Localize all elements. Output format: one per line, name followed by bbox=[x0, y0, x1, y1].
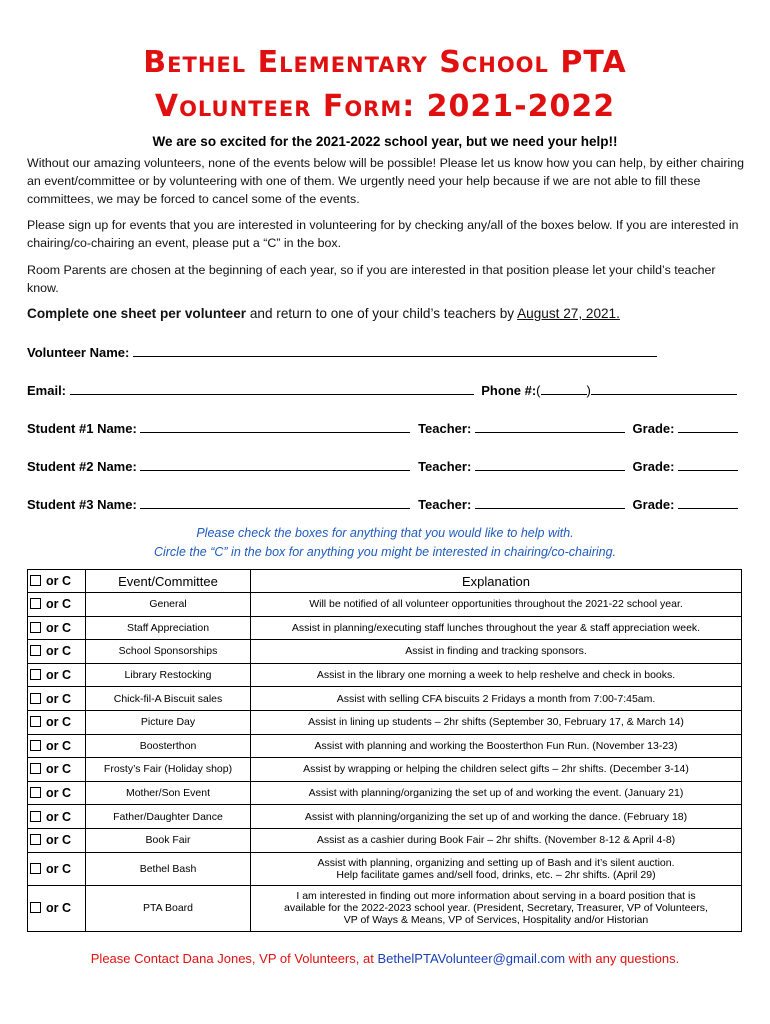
checkbox-icon bbox=[30, 740, 41, 751]
event-name: Bethel Bash bbox=[86, 852, 251, 885]
row-checkbox[interactable] bbox=[28, 885, 86, 931]
explanation-line: available for the 2022-2023 school year. (President, Secretary, Treasurer, VP of Volunteers, bbox=[284, 902, 708, 915]
student-1-row bbox=[27, 420, 738, 436]
teacher-2-label: Teacher: bbox=[418, 459, 472, 474]
table-header-row bbox=[28, 570, 742, 593]
student-1-name-field[interactable] bbox=[140, 420, 410, 433]
table-row bbox=[28, 734, 742, 758]
checkbox-label: or C bbox=[46, 574, 71, 588]
student-1-label: Student #1 Name: bbox=[27, 421, 137, 436]
row-checkbox[interactable] bbox=[28, 852, 86, 885]
checkbox-label: or C bbox=[46, 762, 71, 777]
checkbox-label: or C bbox=[46, 620, 71, 635]
checkbox-icon bbox=[30, 863, 41, 874]
header-event: Event/Committee bbox=[86, 570, 251, 593]
intro-paragraph: Without our amazing volunteers, none of the events below will be possible! Please let us know how you can help, by either chairing an event/committee or by volunteering with one of them. We urgently need your help because if we are not able to fill these committees, we may be forced to cancel some of the events. bbox=[27, 156, 744, 206]
event-name: Book Fair bbox=[86, 828, 251, 852]
checkbox-label: or C bbox=[46, 738, 71, 753]
row-checkbox[interactable] bbox=[28, 758, 86, 782]
explanation-line: I am interested in finding out more information about serving in a board position that is bbox=[296, 890, 696, 903]
email-field[interactable] bbox=[70, 382, 474, 395]
event-explanation: Assist with planning/organizing the set up of and working the dance. (February 18) bbox=[251, 805, 742, 829]
event-name: School Sponsorships bbox=[86, 640, 251, 664]
row-checkbox[interactable] bbox=[28, 805, 86, 829]
grade-2-field[interactable] bbox=[678, 458, 738, 471]
row-checkbox[interactable] bbox=[28, 640, 86, 664]
table-row bbox=[28, 640, 742, 664]
event-explanation bbox=[251, 885, 742, 931]
event-explanation: Assist in planning/executing staff lunches throughout the year & staff appreciation week. bbox=[251, 616, 742, 640]
checkbox-label: or C bbox=[46, 668, 71, 683]
checkbox-icon bbox=[30, 622, 41, 633]
volunteer-name-label: Volunteer Name: bbox=[27, 345, 130, 360]
table-row bbox=[28, 710, 742, 734]
table-row bbox=[28, 593, 742, 617]
row-checkbox[interactable] bbox=[28, 663, 86, 687]
event-explanation: Assist with planning/organizing the set up of and working the event. (January 21) bbox=[251, 781, 742, 805]
email-phone-row bbox=[27, 382, 737, 398]
volunteer-name-field[interactable] bbox=[133, 344, 657, 357]
table-row bbox=[28, 758, 742, 782]
row-checkbox[interactable] bbox=[28, 734, 86, 758]
event-name: Picture Day bbox=[86, 710, 251, 734]
row-checkbox[interactable] bbox=[28, 781, 86, 805]
event-name: Library Restocking bbox=[86, 663, 251, 687]
event-name: Mother/Son Event bbox=[86, 781, 251, 805]
checkbox-icon bbox=[30, 693, 41, 704]
event-name: Staff Appreciation bbox=[86, 616, 251, 640]
student-3-row bbox=[27, 496, 738, 512]
checkbox-icon bbox=[30, 787, 41, 798]
signup-paragraph: Please sign up for events that you are interested in volunteering for by checking any/all of the boxes below. If you are interested in chairing/co-chairing an event, please put a “C” in the box. bbox=[27, 218, 739, 250]
event-name: General bbox=[86, 593, 251, 617]
teacher-1-field[interactable] bbox=[475, 420, 625, 433]
event-name: Boosterthon bbox=[86, 734, 251, 758]
grade-3-field[interactable] bbox=[678, 496, 738, 509]
phone-paren-open: ( bbox=[536, 383, 541, 398]
table-row bbox=[28, 687, 742, 711]
student-2-name-field[interactable] bbox=[140, 458, 410, 471]
student-3-label: Student #3 Name: bbox=[27, 497, 137, 512]
subtitle: We are so excited for the 2021-2022 school year, but we need your help!! bbox=[152, 134, 618, 149]
row-checkbox[interactable] bbox=[28, 687, 86, 711]
checkbox-label: or C bbox=[46, 809, 71, 824]
table-row bbox=[28, 885, 742, 931]
table-row bbox=[28, 781, 742, 805]
grade-1-label: Grade: bbox=[632, 421, 675, 436]
row-checkbox[interactable] bbox=[28, 828, 86, 852]
form-title-line-1: Bethel Elementary School PTA bbox=[143, 45, 627, 80]
volunteer-table bbox=[27, 569, 742, 932]
complete-bold-text: Complete one sheet per volunteer bbox=[27, 306, 247, 321]
grade-1-field[interactable] bbox=[678, 420, 738, 433]
complete-rest-text: and return to one of your child’s teachers by bbox=[246, 306, 518, 321]
checkbox-label: or C bbox=[46, 691, 71, 706]
table-row bbox=[28, 663, 742, 687]
contact-text: Please Contact Dana Jones, VP of Volunteers, at bbox=[90, 951, 378, 966]
student-2-row bbox=[27, 458, 738, 474]
checkbox-icon bbox=[30, 575, 41, 586]
event-explanation: Assist in the library one morning a week to help reshelve and check in books. bbox=[251, 663, 742, 687]
event-explanation: Assist in finding and tracking sponsors. bbox=[251, 640, 742, 664]
phone-field[interactable] bbox=[591, 382, 737, 395]
due-date: August 27, 2021. bbox=[517, 306, 620, 321]
explanation-line: Help facilitate games and/sell food, drinks, etc. – 2hr shifts. (April 29) bbox=[336, 868, 656, 881]
row-checkbox[interactable] bbox=[28, 616, 86, 640]
checkbox-label: or C bbox=[46, 786, 71, 801]
table-row bbox=[28, 805, 742, 829]
event-name: Chick-fil-A Biscuit sales bbox=[86, 687, 251, 711]
teacher-3-field[interactable] bbox=[475, 496, 625, 509]
explanation-line: Assist with planning, organizing and setting up of Bash and it’s silent auction. bbox=[317, 856, 675, 869]
event-explanation: Assist by wrapping or helping the children select gifts – 2hr shifts. (December 3-14) bbox=[251, 758, 742, 782]
grade-2-label: Grade: bbox=[632, 459, 675, 474]
phone-paren-close: ) bbox=[586, 383, 591, 398]
contact-text-end: with any questions. bbox=[565, 951, 680, 966]
event-explanation bbox=[251, 852, 742, 885]
checkbox-label: or C bbox=[46, 644, 71, 659]
checkbox-icon bbox=[30, 834, 41, 845]
contact-email-link[interactable]: BethelPTAVolunteer@gmail.com bbox=[377, 951, 566, 966]
student-3-name-field[interactable] bbox=[140, 496, 410, 509]
table-row bbox=[28, 828, 742, 852]
volunteer-name-row bbox=[27, 344, 657, 360]
row-checkbox[interactable] bbox=[28, 710, 86, 734]
checkbox-label: or C bbox=[46, 901, 71, 916]
checkbox-label: or C bbox=[46, 597, 71, 612]
checkbox-icon bbox=[30, 669, 41, 680]
teacher-1-label: Teacher: bbox=[418, 421, 472, 436]
phone-label: Phone #: bbox=[481, 383, 537, 398]
row-checkbox[interactable] bbox=[28, 593, 86, 617]
teacher-3-label: Teacher: bbox=[418, 497, 472, 512]
chair-instruction: Circle the “C” in the box for anything you might be interested in chairing/co-chairing. bbox=[153, 545, 617, 559]
grade-3-label: Grade: bbox=[632, 497, 675, 512]
event-name: PTA Board bbox=[86, 885, 251, 931]
contact-line bbox=[0, 951, 770, 966]
explanation-line: VP of Ways & Means, VP of Services, Hospitality and/or Historian bbox=[343, 914, 649, 927]
event-explanation: Will be notified of all volunteer opportunities throughout the 2021-22 school year. bbox=[251, 593, 742, 617]
room-parents-paragraph: Room Parents are chosen at the beginning of each year, so if you are interested in that position please let your child’s teacher know. bbox=[27, 263, 716, 295]
table-row bbox=[28, 616, 742, 640]
check-instruction: Please check the boxes for anything that you would like to help with. bbox=[196, 526, 574, 540]
checkbox-icon bbox=[30, 902, 41, 913]
event-name: Father/Daughter Dance bbox=[86, 805, 251, 829]
checkbox-icon bbox=[30, 763, 41, 774]
checkbox-icon bbox=[30, 716, 41, 727]
table-row bbox=[28, 852, 742, 885]
checkbox-icon bbox=[30, 598, 41, 609]
teacher-2-field[interactable] bbox=[475, 458, 625, 471]
event-explanation: Assist as a cashier during Book Fair – 2hr shifts. (November 8-12 & April 4-8) bbox=[251, 828, 742, 852]
return-instructions bbox=[27, 305, 747, 323]
event-explanation: Assist with planning and working the Boosterthon Fun Run. (November 13-23) bbox=[251, 734, 742, 758]
checkbox-icon bbox=[30, 811, 41, 822]
header-explanation: Explanation bbox=[251, 570, 742, 593]
area-code-field[interactable] bbox=[541, 382, 587, 395]
email-label: Email: bbox=[27, 383, 67, 398]
event-explanation: Assist with selling CFA biscuits 2 Fridays a month from 7:00-7:45am. bbox=[251, 687, 742, 711]
event-explanation: Assist in lining up students – 2hr shifts (September 30, February 17, & March 14) bbox=[251, 710, 742, 734]
checkbox-label: or C bbox=[46, 861, 71, 876]
form-title-line-2: Volunteer Form: 2021-2022 bbox=[154, 89, 616, 124]
event-name: Frosty’s Fair (Holiday shop) bbox=[86, 758, 251, 782]
student-2-label: Student #2 Name: bbox=[27, 459, 137, 474]
header-checkbox-cell bbox=[28, 570, 86, 593]
checkbox-label: or C bbox=[46, 833, 71, 848]
checkbox-label: or C bbox=[46, 715, 71, 730]
checkbox-icon bbox=[30, 645, 41, 656]
